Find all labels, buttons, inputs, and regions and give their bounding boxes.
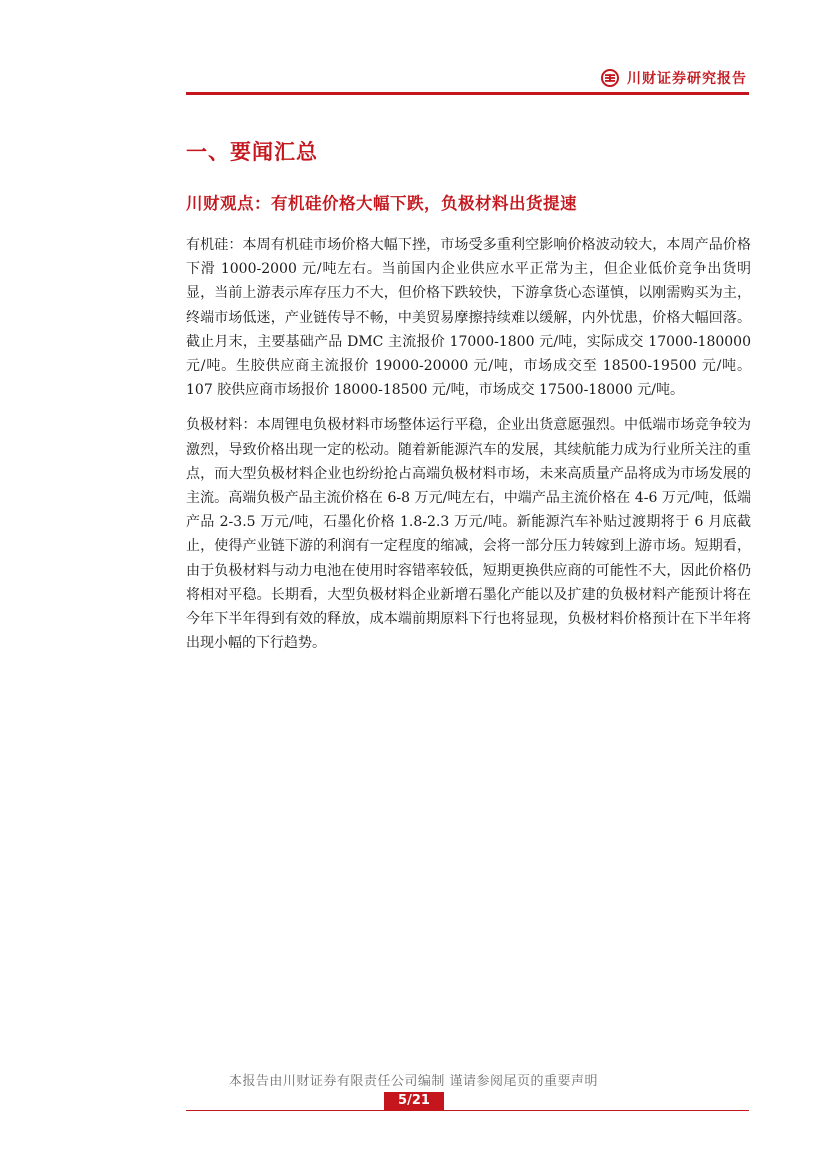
footer-disclaimer: 本报告由川财证券有限责任公司编制 谨请参阅尾页的重要声明 (228, 1074, 599, 1089)
report-body (186, 233, 751, 666)
chuancai-logo-icon (601, 69, 619, 87)
paragraph-silicone: 有机硅：本周有机硅市场价格大幅下挫，市场受多重利空影响价格波动较大，本周产品价格下滑 1000-2000 元/吨左右。当前国内企业供应水平正常为主，但企业低价竞争出货明显，当前上游表示库存压力不大，但价格下跌较快，下游拿货心态谨慎，以刚需购买为主，终端市场低迷，产业链传导不畅，中美贸易摩擦持续难以缓解，内外忧患，价格大幅回落。截止月末，主要基础产品 DMC 主流报价 17000-1800 元/吨，实际成交 17000-180000 元/吨。生胶供应商主流报价 19000-20000 元/吨，市场成交至 18500-19500 元/吨。107 胶供应商市场报价 18000-18500 元/吨，市场成交 17500-18000 元/吨。 (186, 237, 751, 399)
paragraph-anode-materials: 负极材料：本周锂电负极材料市场整体运行平稳，企业出货意愿强烈。中低端市场竞争较为激烈，导致价格出现一定的松动。随着新能源汽车的发展，其续航能力成为行业所关注的重点，而大型负极材料企业也纷纷抢占高端负极材料市场，未来高质量产品将成为市场发展的主流。高端负极产品主流价格在 6-8 万元/吨左右，中端产品主流价格在 4-6 万元/吨，低端产品 2-3.5 万元/吨，石墨化价格 1.8-2.3 万元/吨。新能源汽车补贴过渡期将于 6 月底截止，使得产业链下游的利润有一定程度的缩减，会将一部分压力转嫁到上游市场。短期看，由于负极材料与动力电池在使用时容错率较低，短期更换供应商的可能性不大，因此价格仍将相对平稳。长期看，大型负极材料企业新增石墨化产能以及扩建的负极材料产能预计将在今年下半年得到有效的释放，成本端前期原料下行也将显现，负极材料价格预计在下半年将出现小幅的下行趋势。 (186, 417, 751, 652)
page-header (186, 64, 749, 96)
section-title: 一、要闻汇总 (186, 140, 318, 164)
footer-divider (186, 1110, 749, 1111)
header-divider (186, 92, 749, 95)
page-number: 5/21 (384, 1092, 444, 1110)
brand (601, 68, 747, 88)
viewpoint-subtitle: 川财观点：有机硅价格大幅下跌，负极材料出货提速 (186, 194, 577, 213)
brand-text: 川财证券研究报告 (627, 71, 747, 87)
